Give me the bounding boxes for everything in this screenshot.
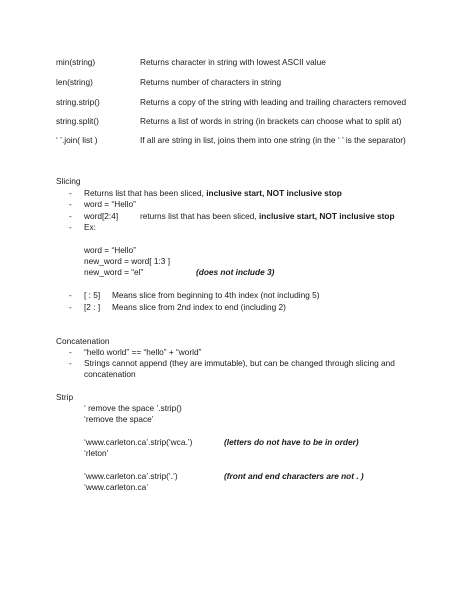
function-name: min(string) bbox=[56, 57, 96, 67]
bullet-marker: - bbox=[69, 188, 72, 198]
function-description: Returns character in string with lowest ASCII value bbox=[140, 57, 326, 67]
bullet-text: Ex: bbox=[84, 222, 96, 232]
bullet-marker: - bbox=[69, 222, 72, 232]
example-line: new_word = “el” bbox=[84, 267, 144, 277]
bullet-text bbox=[84, 188, 342, 198]
code-text: [ : 5] bbox=[84, 290, 101, 300]
bullet-text: Strings cannot append (they are immutable), but can be changed through slicing and bbox=[84, 358, 395, 368]
section-heading: Strip bbox=[56, 392, 74, 402]
function-description: If all are string in list, joins them into one string (in the ‘ ’ is the separator) bbox=[140, 135, 406, 145]
code-note: (front and end characters are not . ) bbox=[224, 471, 364, 481]
section-heading: Slicing bbox=[56, 176, 81, 186]
bullet-marker: - bbox=[69, 199, 72, 209]
function-name: string.split() bbox=[56, 116, 99, 126]
code-text: word[2:4] bbox=[84, 211, 119, 221]
text-run: returns list that has been sliced, bbox=[140, 211, 259, 221]
function-description: Returns a copy of the string with leading and trailing characters removed bbox=[140, 97, 407, 107]
bullet-text-continued: concatenation bbox=[84, 369, 136, 379]
function-description: Returns a list of words in string (in brackets can choose what to split at) bbox=[140, 116, 402, 126]
code-line: ‘www.carleton.ca’.strip(‘.’) bbox=[84, 471, 178, 481]
example-note: (does not include 3) bbox=[196, 267, 275, 277]
bold-text: inclusive start, NOT inclusive stop bbox=[206, 188, 342, 198]
bullet-marker: - bbox=[69, 347, 72, 357]
code-line: ‘www.carleton.ca’ bbox=[84, 482, 149, 492]
code-text: [2 : ] bbox=[84, 302, 101, 312]
bullet-marker: - bbox=[69, 358, 72, 368]
bullet-marker: - bbox=[69, 290, 72, 300]
example-line: new_word = word[ 1:3 ] bbox=[84, 256, 171, 266]
code-line: ‘rleton’ bbox=[84, 448, 109, 458]
bullet-text: word = “Hello” bbox=[84, 199, 136, 209]
example-line: word = “Hello” bbox=[84, 245, 136, 255]
bullet-text: “hello world” == “hello” + “world” bbox=[84, 347, 202, 357]
function-name: len(string) bbox=[56, 77, 93, 87]
bold-text: inclusive start, NOT inclusive stop bbox=[258, 211, 395, 221]
bullet-marker: - bbox=[69, 211, 72, 221]
text-run: Returns list that has been sliced, bbox=[84, 188, 207, 198]
code-line: ‘remove the space’ bbox=[84, 414, 154, 424]
function-name: string.strip() bbox=[56, 97, 100, 107]
bullet-marker: - bbox=[69, 302, 72, 312]
bullet-text: Means slice from 2nd index to end (including 2) bbox=[112, 302, 286, 312]
function-description: Returns number of characters in string bbox=[140, 77, 282, 87]
code-line: ‘ remove the space ’.strip() bbox=[84, 403, 182, 413]
code-note: (letters do not have to be in order) bbox=[224, 437, 359, 447]
bullet-text: Means slice from beginning to 4th index (not including 5) bbox=[112, 290, 320, 300]
bullet-text bbox=[140, 211, 395, 221]
function-name: ‘ ’.join( list ) bbox=[56, 135, 98, 145]
code-line: ‘www.carleton.ca’.strip(‘wca.’) bbox=[84, 437, 193, 447]
section-heading: Concatenation bbox=[56, 336, 110, 346]
